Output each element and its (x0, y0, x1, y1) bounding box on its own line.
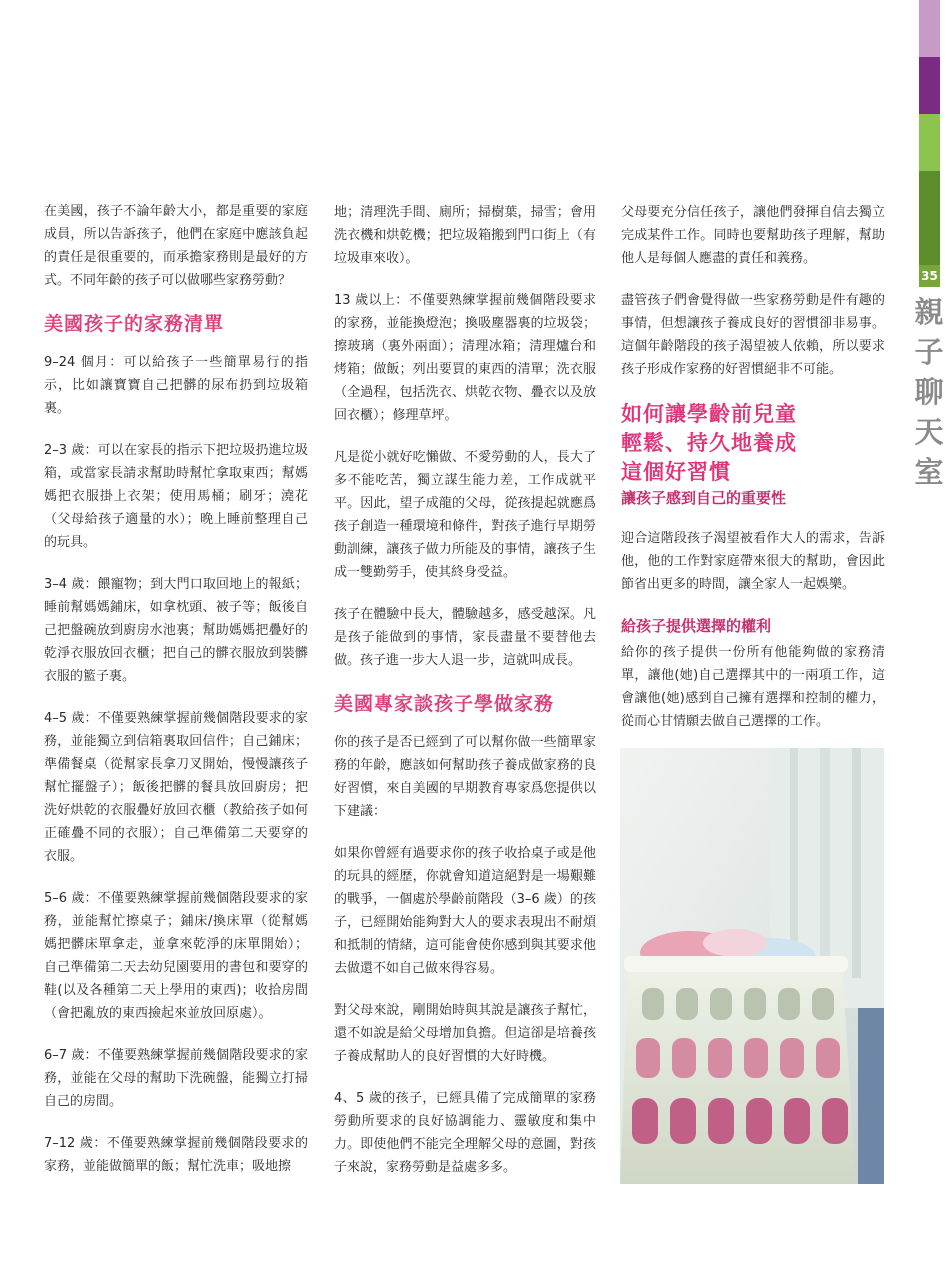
age-paragraph: 6–7 歲：不僅要熟練掌握前幾個階段要求的家務，並能在父母的幫助下洗碗盤，能獨立打掃自己的房間。 (44, 1048, 308, 1109)
laundry-basket-photo (620, 748, 884, 1184)
chore-list-heading: 美國孩子的家務清單 (44, 313, 225, 335)
article-column-2 (334, 201, 596, 1198)
page-number: 35 (919, 265, 940, 287)
section-title-char: 天 (914, 415, 944, 449)
body-paragraph: 給你的孩子提供一份所有他能夠做的家務清單，讓他(她)自己選擇其中的一兩項工作，這會讓他(她)感到自己擁有選擇和控制的權力，從而心甘情願去做自己選擇的工作。 (621, 645, 885, 729)
article-column-1 (44, 200, 308, 1197)
body-paragraph: 13 歲以上：不僅要熟練掌握前幾個階段要求的家務，並能換燈泡；換吸塵器裏的垃圾袋；擦玻璃（裏外兩面）；清理冰箱；清理爐台和烤箱；做飯；列出要買的東西的清單；洗衣服（全過程，包括洗衣、烘乾衣物、疊衣以及放回衣櫃）；修理草坪。 (334, 293, 596, 423)
body-paragraph: 你的孩子是否已經到了可以幫你做一些簡單家務的年齡，應該如何幫助孩子養成做家務的良好習慣，來自美國的早期教育專家爲您提供以下建議： (334, 735, 596, 819)
section-title-char: 子 (914, 335, 944, 369)
body-paragraph: 對父母來說，剛開始時與其說是讓孩子幫忙，還不如說是給父母增加負擔。但這卻是培養孩子養成幫助人的良好習慣的大好時機。 (334, 1003, 596, 1064)
section-tabs (919, 0, 940, 265)
importance-subheading: 讓孩子感到自己的重要性 (621, 489, 787, 507)
body-paragraph: 4、5 歲的孩子，已經具備了完成簡單的家務勞動所要求的良好協調能力、靈敏度和集中力。即使他們不能完全理解父母的意圖，對孩子來說，家務勞動是益處多多。 (334, 1091, 596, 1175)
body-paragraph: 迎合這階段孩子渴望被看作大人的需求，告訴他，他的工作對家庭帶來很大的幫助，會因此節省出更多的時間，讓全家人一起娛樂。 (621, 531, 885, 592)
section-title-char: 聊 (914, 375, 944, 409)
age-paragraph: 7–12 歲：不僅要熟練掌握前幾個階段要求的家務，並能做簡單的飯；幫忙洗車；吸地擦 (44, 1136, 308, 1174)
body-paragraph: 如果你曾經有過要求你的孩子收拾桌子或是他的玩具的經歷，你就會知道這絕對是一場艱難的戰爭，一個處於學齡前階段（3–6 歲）的孩子，已經開始能夠對大人的要求表現出不耐煩和抵制的情緒，這可能會使你感到與其要求他去做還不如自己做來得容易。 (334, 846, 596, 976)
section-title (912, 292, 946, 492)
section-tab (919, 0, 940, 57)
expert-heading: 美國專家談孩子學做家務 (334, 693, 555, 715)
body-paragraph: 凡是從小就好吃懶做、不愛勞動的人，長大了多不能吃苦，獨立謀生能力差，工作成就平平。因此，望子成龍的父母，從孩提起就應爲孩子創造一種環境和條件，對孩子進行早期勞動訓練，讓孩子做力所能及的事情，讓孩子生成一雙勤勞手，使其終身受益。 (334, 450, 596, 580)
body-paragraph: 父母要充分信任孩子，讓他們發揮自信去獨立完成某件工作。同時也要幫助孩子理解，幫助他人是每個人應盡的責任和義務。 (621, 205, 885, 266)
article-column-3 (621, 201, 885, 752)
age-paragraph: 5–6 歲：不僅要熟練掌握前幾個階段要求的家務，並能幫忙擦桌子；鋪床/換床單（從幫媽媽把髒床單拿走，並拿來乾淨的床單開始）；自己準備第二天去幼兒園要用的書包和要穿的鞋(以及各種第二天上學用的東西)；收拾房間（會把亂放的東西撿起來並放回原處）。 (44, 891, 308, 1021)
habit-heading-line: 這個好習慣 (621, 460, 731, 484)
section-tab (919, 114, 940, 171)
age-paragraph: 4–5 歲：不僅要熟練掌握前幾個階段要求的家務，並能獨立到信箱裏取回信件；自己鋪床；準備餐桌（從幫家長拿刀叉開始，慢慢讓孩子幫忙擺盤子）；飯後把髒的餐具放回廚房；把洗好烘乾的衣服疊好放回衣櫃（教給孩子如何正確疊不同的衣服）；自己準備第二天要穿的衣服。 (44, 711, 308, 864)
body-paragraph: 盡管孩子們會覺得做一些家務勞動是件有趣的事情，但想讓孩子養成良好的習慣卻非易事。這個年齡階段的孩子渴望被人依賴，所以要求孩子形成作家務的好習慣絕非不可能。 (621, 293, 885, 377)
intro-paragraph: 在美國，孩子不論年齡大小，都是重要的家庭成員，所以告訴孩子，他們在家庭中應該負起的責任是很重要的，而承擔家務則是最好的方式。不同年齡的孩子可以做哪些家務勞動？ (44, 204, 308, 288)
age-paragraph: 9–24 個月：可以給孩子一些簡單易行的指示，比如讓寶寶自己把髒的尿布扔到垃圾箱裏。 (44, 355, 308, 416)
habit-heading-line: 如何讓學齡前兒童 (621, 402, 797, 426)
body-paragraph: 孩子在體驗中長大，體驗越多，感受越深。凡是孩子能做到的事情，家長盡量不要替他去做。孩子進一步大人退一步，這就叫成長。 (334, 607, 596, 668)
body-paragraph: 地；清理洗手間、廁所；掃樹葉，掃雪；會用洗衣機和烘乾機；把垃圾箱搬到門口街上（有垃圾車來收）。 (334, 205, 596, 266)
section-title-char: 親 (914, 295, 944, 329)
age-paragraph: 3–4 歲：餵寵物；到大門口取回地上的報紙；睡前幫媽媽鋪床，如拿枕頭、被子等；飯後自己把盤碗放到廚房水池裏；幫助媽媽把疊好的乾淨衣服放回衣櫃；把自己的髒衣服放到裝髒衣服的籃子裏。 (44, 577, 308, 684)
age-paragraph: 2–3 歲：可以在家長的指示下把垃圾扔進垃圾箱，或當家長請求幫助時幫忙拿取東西；幫媽媽把衣服掛上衣架；使用馬桶；刷牙；澆花（父母給孩子適量的水）；晚上睡前整理自己的玩具。 (44, 443, 308, 550)
section-tab (919, 57, 940, 114)
habit-heading-line: 輕鬆、持久地養成 (621, 431, 797, 455)
section-tab (919, 171, 940, 265)
choice-subheading: 給孩子提供選擇的權利 (621, 617, 772, 635)
section-title-char: 室 (914, 455, 944, 489)
